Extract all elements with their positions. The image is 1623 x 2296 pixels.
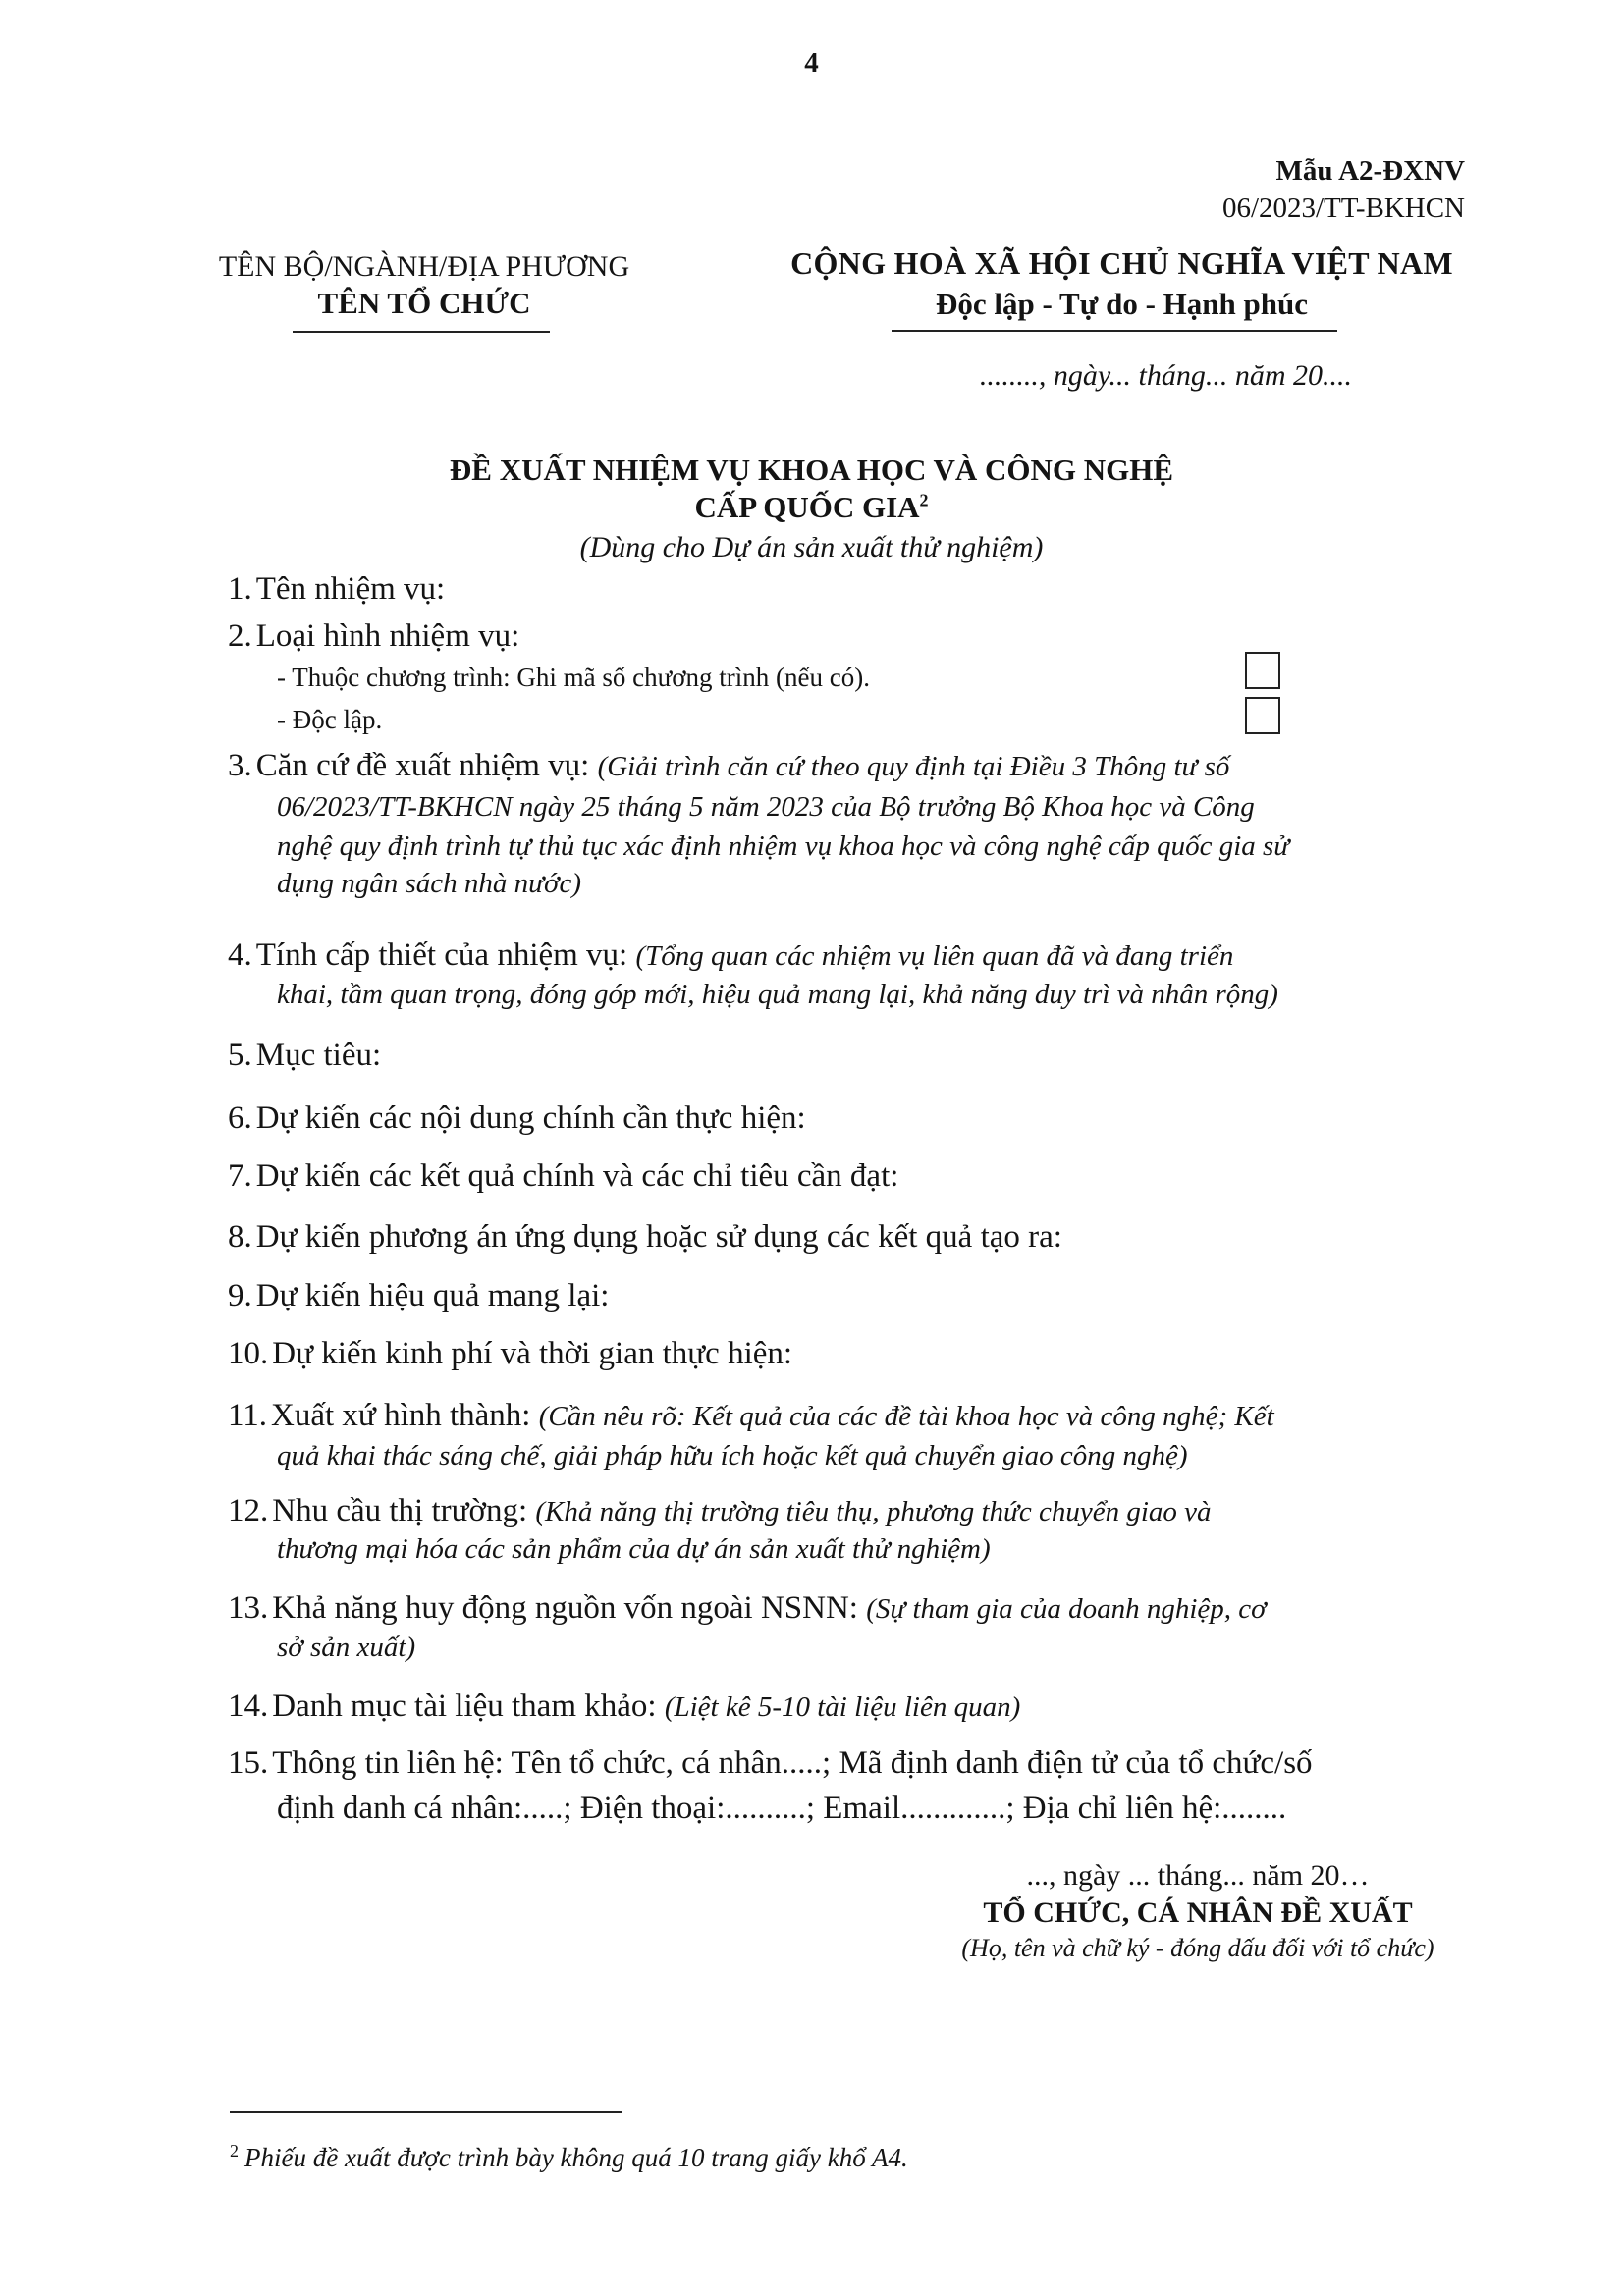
item-13	[228, 1590, 1267, 1627]
item-number: 2.	[228, 618, 252, 654]
item-number: 9.	[228, 1278, 252, 1313]
title-level-text: CẤP QUỐC GIA	[694, 490, 920, 524]
item-11	[228, 1398, 1274, 1434]
program-checkbox[interactable]	[1245, 652, 1280, 689]
item-contact-line: Thông tin liên hệ: Tên tổ chức, cá nhân.....; Mã định danh điện tử của tổ chức/số	[272, 1745, 1313, 1781]
item-label: Khả năng huy động nguồn vốn ngoài NSNN:	[272, 1590, 867, 1626]
ministry-name: TÊN BỘ/NGÀNH/ĐỊA PHƯƠNG	[218, 250, 630, 283]
item-12	[228, 1493, 1212, 1529]
item-label: Dự kiến hiệu quả mang lại:	[255, 1278, 610, 1313]
item-note: sở sản xuất)	[277, 1631, 416, 1663]
page-number: 4	[804, 47, 819, 79]
date-line: ........, ngày... tháng... năm 20....	[979, 359, 1352, 392]
signature-note: (Họ, tên và chữ ký - đóng dấu đối với tổ chức)	[961, 1934, 1434, 1962]
signature-title: TỔ CHỨC, CÁ NHÂN ĐỀ XUẤT	[983, 1896, 1413, 1929]
organization-underline	[293, 331, 550, 333]
item-label: Mục tiêu:	[255, 1038, 382, 1073]
item-10	[228, 1336, 792, 1372]
item-label: Nhu cầu thị trường:	[272, 1493, 536, 1528]
form-code: Mẫu A2-ĐXNV	[1275, 155, 1465, 187]
item-note: (Khả năng thị trường tiêu thụ, phương thức chuyển giao và	[535, 1496, 1212, 1527]
item-7	[228, 1158, 898, 1195]
document-title-level	[0, 490, 1623, 525]
item-note: quả khai thác sáng chế, giải pháp hữu ích hoặc kết quả chuyển giao công nghệ)	[277, 1440, 1188, 1471]
item-number: 12.	[228, 1493, 269, 1528]
item-label: Căn cứ đề xuất nhiệm vụ:	[255, 748, 598, 783]
item-number: 8.	[228, 1219, 252, 1255]
item-note: (Giải trình căn cứ theo quy định tại Điều 3 Thông tư số	[597, 751, 1230, 782]
item-number: 10.	[228, 1336, 269, 1371]
item-number: 15.	[228, 1745, 269, 1781]
item-note: (Sự tham gia của doanh nghiệp, cơ	[866, 1593, 1267, 1625]
item-3	[228, 748, 1229, 784]
item-6	[228, 1100, 806, 1137]
item-label: Dự kiến kinh phí và thời gian thực hiện:	[272, 1336, 793, 1371]
footnote-text: Phiếu đề xuất được trình bày không quá 10 trang giấy khổ A4.	[244, 2143, 908, 2172]
item-9	[228, 1278, 609, 1314]
item-label: Dự kiến phương án ứng dụng hoặc sử dụng các kết quả tạo ra:	[255, 1219, 1062, 1255]
item-label: Dự kiến các kết quả chính và các chỉ tiêu cần đạt:	[255, 1158, 899, 1194]
item-number: 6.	[228, 1100, 252, 1136]
independent-checkbox[interactable]	[1245, 697, 1280, 734]
item-number: 3.	[228, 748, 252, 783]
document-title: ĐỀ XUẤT NHIỆM VỤ KHOA HỌC VÀ CÔNG NGHỆ	[449, 453, 1174, 487]
item-note: 06/2023/TT-BKHCN ngày 25 tháng 5 năm 2023 của Bộ trưởng Bộ Khoa học và Công	[277, 791, 1255, 823]
item-note: thương mại hóa các sản phẩm của dự án sản xuất thử nghiệm)	[277, 1533, 991, 1565]
item-14	[228, 1688, 1020, 1725]
item-4	[228, 937, 1233, 974]
national-motto: Độc lập - Tự do - Hạnh phúc	[936, 287, 1308, 321]
national-title: CỘNG HOÀ XÃ HỘI CHỦ NGHĨA VIỆT NAM	[790, 245, 1453, 281]
item-number: 1.	[228, 571, 252, 607]
item-note: (Tổng quan các nhiệm vụ liên quan đã và đang triển	[635, 940, 1234, 972]
item-number: 7.	[228, 1158, 252, 1194]
item-15	[228, 1745, 1313, 1782]
item-note: (Liệt kê 5-10 tài liệu liên quan)	[664, 1691, 1021, 1723]
item-1	[228, 571, 445, 608]
item-contact-line: định danh cá nhân:.....; Điện thoại:..........; Email.............; Địa chỉ liên hệ:........	[277, 1790, 1287, 1826]
item-number: 14.	[228, 1688, 269, 1724]
item-8	[228, 1219, 1062, 1255]
item-note: dụng ngân sách nhà nước)	[277, 868, 581, 899]
item-number: 13.	[228, 1590, 269, 1626]
item-label: Tên nhiệm vụ:	[255, 571, 446, 607]
option-program: - Thuộc chương trình: Ghi mã số chương trình (nếu có).	[277, 663, 870, 692]
footnote-mark: 2	[230, 2141, 239, 2161]
item-label: Danh mục tài liệu tham khảo:	[272, 1688, 665, 1724]
item-5	[228, 1038, 381, 1074]
footnote-ref: 2	[919, 490, 929, 510]
item-label: Tính cấp thiết của nhiệm vụ:	[255, 937, 636, 973]
item-label: Dự kiến các nội dung chính cần thực hiện:	[255, 1100, 806, 1136]
item-number: 4.	[228, 937, 252, 973]
signature-date: ..., ngày ... tháng... năm 20…	[1026, 1859, 1370, 1892]
footnote-separator	[230, 2111, 622, 2113]
footnote	[230, 2141, 908, 2173]
usage-note: (Dùng cho Dự án sản xuất thử nghiệm)	[579, 531, 1044, 563]
item-number: 11.	[228, 1398, 268, 1433]
item-note: nghệ quy định trình tự thủ tục xác định nhiệm vụ khoa học và công nghệ cấp quốc gia sử	[277, 830, 1290, 862]
item-note: khai, tầm quan trọng, đóng góp mới, hiệu quả mang lại, khả năng duy trì và nhân rộng)	[277, 979, 1278, 1010]
item-2	[228, 618, 519, 655]
item-label: Xuất xứ hình thành:	[271, 1398, 539, 1433]
option-independent: - Độc lập.	[277, 705, 383, 734]
form-reference: 06/2023/TT-BKHCN	[1221, 192, 1465, 224]
item-label: Loại hình nhiệm vụ:	[255, 618, 520, 654]
organization-name: TÊN TỔ CHỨC	[317, 286, 531, 320]
item-note: (Cần nêu rõ: Kết quả của các đề tài khoa học và công nghệ; Kết	[538, 1401, 1274, 1432]
motto-underline	[892, 330, 1337, 332]
item-number: 5.	[228, 1038, 252, 1073]
